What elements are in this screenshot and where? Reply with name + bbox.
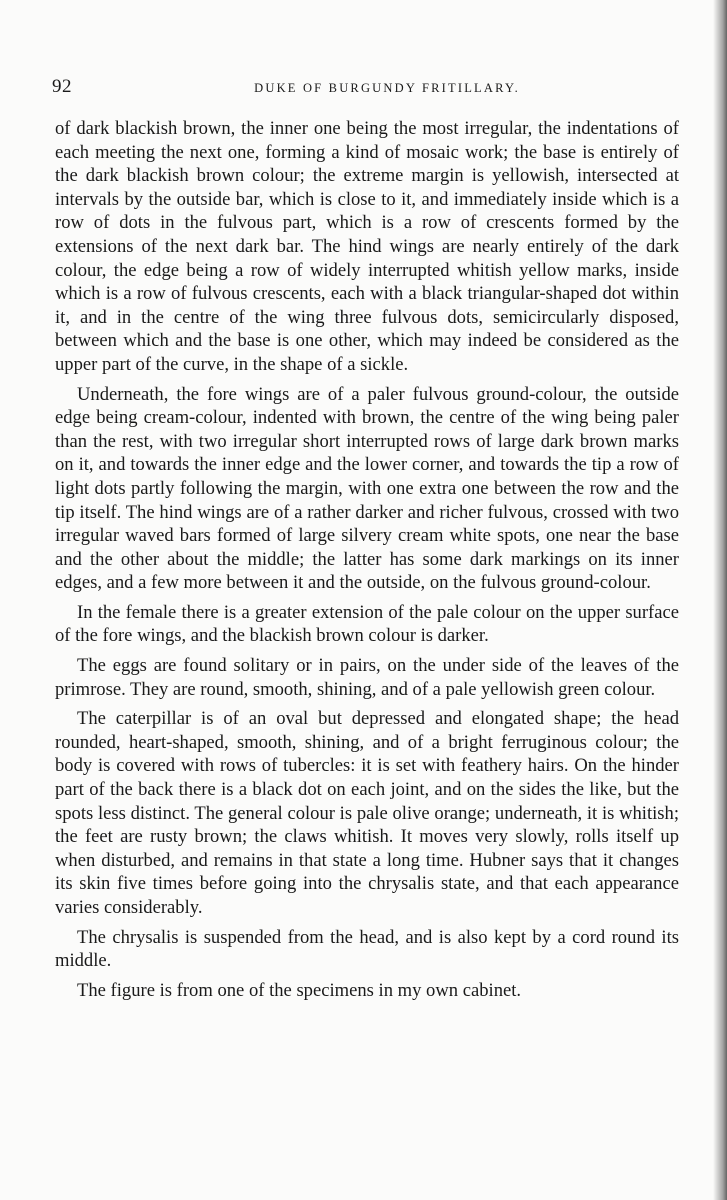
page-header [52, 76, 682, 100]
paragraph-figure: The figure is from one of the specimens in my own cabinet. [77, 979, 522, 1001]
paragraph-eggs: The eggs are found solitary or in pairs, on the under side of the leaves of the primrose. They are round, smooth, shining, and of a pale yellowish green colour. [55, 655, 679, 700]
body-text [55, 117, 679, 1008]
paragraph-female: In the female there is a greater extension of the pale colour on the upper surface of the fore wings, and the blackish brown colour is darker. [55, 601, 679, 647]
paragraph-chrysalis: The chrysalis is suspended from the head, and is also kept by a cord round its middle. [55, 926, 679, 972]
page-number: 92 [52, 76, 72, 97]
paragraph-caterpillar: The caterpillar is of an oval but depressed and elongated shape; the head rounded, heart-shaped, smooth, shining, and of a bright ferruginous colour; the body is covered with rows of tubercles: it is set with feathery hairs. On the hinder part of the back there is a black dot on each joint, and on the sides the like, but the spots less distinct. The general colour is pale olive orange; underneath, it is whitish; the feet are rusty brown; the claws whitish. It moves very slowly, rolls itself up when disturbed, and remains in that state a long time. Hubner says that it changes its skin five times before going into the chrysalis state, and that each appearance varies considerably. [55, 708, 679, 918]
paragraph-underside: Underneath, the fore wings are of a paler fulvous ground-colour, the outside edge being cream-colour, indented with brown, the centre of the wing being paler than the rest, with two irregular short interrupted rows of large dark brown marks on it, and towards the inner edge and the lower corner, and towards the tip a row of light dots partly following the margin, with one extra one between the row and the tip itself. The hind wings are of a rather darker and richer fulvous, crossed with two irregular waved bars formed of large silvery cream white spots, one near the base and the other about the middle; the latter has some dark markings on its inner edges, and a few more between it and the outside, on the fulvous ground-colour. [55, 383, 679, 594]
page-edge-shadow [713, 0, 727, 1200]
running-title: DUKE OF BURGUNDY FRITILLARY. [254, 81, 520, 95]
paragraph-continuation: of dark blackish brown, the inner one being the most irregular, the indentations of each meeting the next one, forming a kind of mosaic work; the base is entirely of the dark blackish brown colour; the extreme margin is yellowish, intersected at intervals by the outside bar, which is close to it, and immediately inside which is a row of dots in the fulvous part, which is a row of crescents formed by the extensions of the next dark bar. The hind wings are nearly entirely of the dark colour, the edge being a row of widely interrupted whitish yellow marks, inside which is a row of fulvous crescents, each with a black triangular-shaped dot within it, and in the centre of the wing three fulvous dots, semicircularly disposed, between which and the base is one other, which may indeed be considered as the upper part of the curve, in the shape of a sickle. [55, 118, 679, 375]
